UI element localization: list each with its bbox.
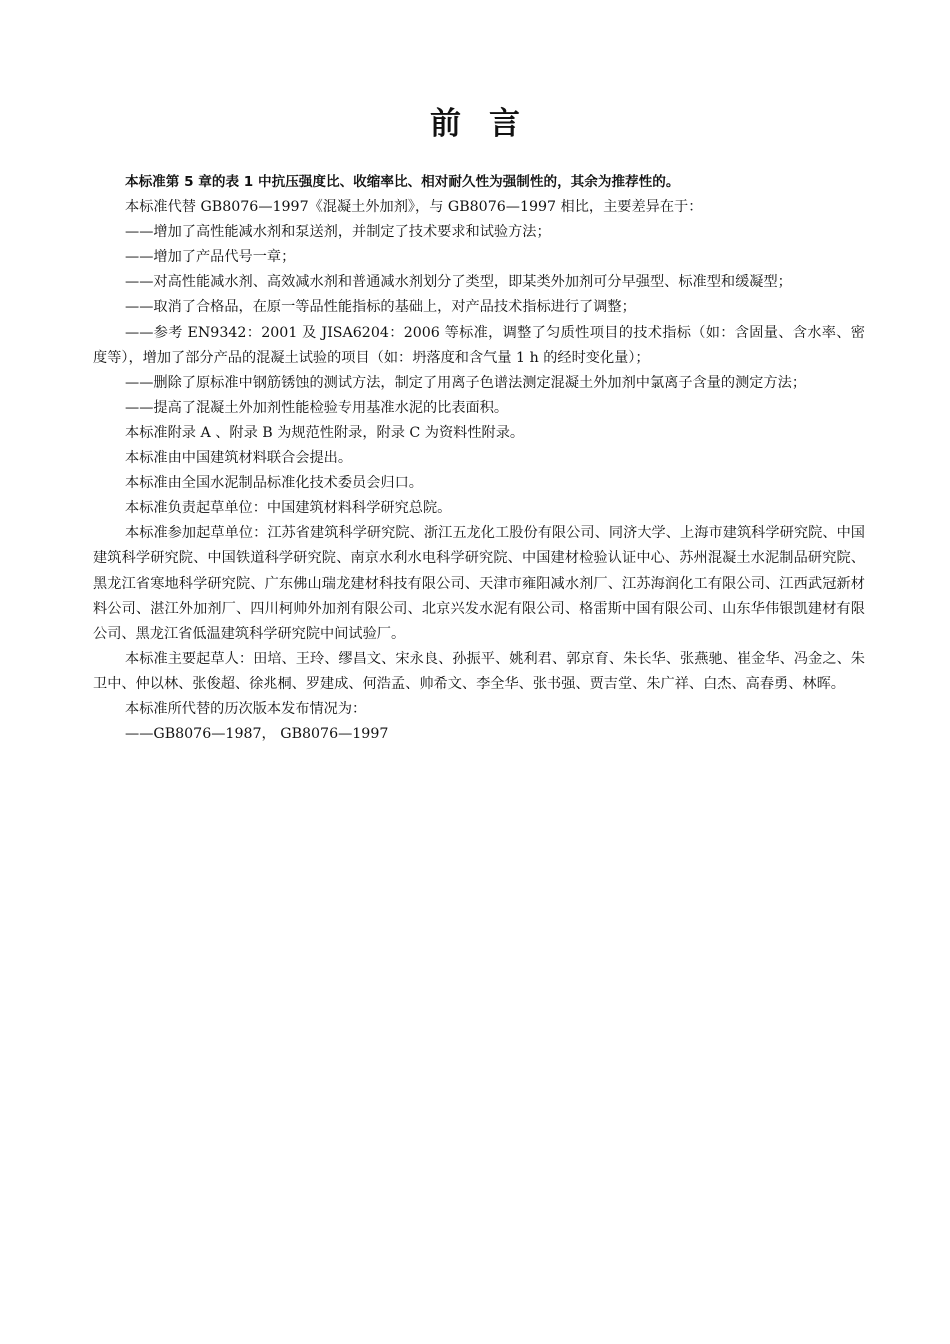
- change-item: ——提高了混凝土外加剂性能检验专用基准水泥的比表面积。: [125, 399, 509, 416]
- appendix-statement: 本标准附录 A 、附录 B 为规范性附录，附录 C 为资料性附录。: [125, 424, 525, 441]
- change-item: ——对高性能减水剂、高效减水剂和普通减水剂划分了类型，即某类外加剂可分早强型、标准型和缓凝型；: [125, 274, 792, 291]
- replacement-statement: 本标准代替 GB8076—1997《混凝土外加剂》，与 GB8076—1997 相比，主要差异在于：: [125, 199, 703, 216]
- history-item: ——GB8076—1987， GB8076—1997: [125, 726, 389, 743]
- change-item: ——增加了产品代号一章；: [125, 249, 296, 266]
- change-item: ——删除了原标准中钢筋锈蚀的测试方法，制定了用离子色谱法测定混凝土外加剂中氯离子含量的测定方法；: [125, 374, 807, 391]
- lead-drafter-statement: 本标准负责起草单位：中国建筑材料科学研究总院。: [125, 500, 452, 517]
- drafters-statement: 本标准主要起草人：田培、王玲、缪昌文、宋永良、孙振平、姚利君、郭京育、朱长华、张燕驰、崔金华、冯金之、朱卫中、仲以林、张俊超、徐兆桐、罗建成、何浩孟、帅希文、李全华、张书强、贾吉堂、朱广祥、白杰、高春勇、林晖。: [93, 650, 865, 692]
- mandatory-clause-statement: 本标准第 5 章的表 1 中抗压强度比、收缩率比、相对耐久性为强制性的，其余为推荐性的。: [125, 174, 680, 190]
- page-title: 前言: [430, 106, 548, 142]
- change-item: ——参考 EN9342：2001 及 JISA6204：2006 等标准，调整了匀质性项目的技术指标（如：含固量、含水率、密度等），增加了部分产品的混凝土试验的项目（如：坍落度和含气量 1 h 的经时变化量）；: [93, 324, 865, 366]
- participating-units-statement: 本标准参加起草单位：江苏省建筑科学研究院、浙江五龙化工股份有限公司、同济大学、上海市建筑科学研究院、中国建筑科学研究院、中国铁道科学研究院、南京水利水电科学研究院、中国建材检验认证中心、苏州混凝土水泥制品研究院、黑龙江省寒地科学研究院、广东佛山瑞龙建材科技有限公司、天津市雍阳减水剂厂、江苏海润化工有限公司、江西武冠新材料公司、湛江外加剂厂、四川柯帅外加剂有限公司、北京兴发水泥有限公司、格雷斯中国有限公司、山东华伟银凯建材有限公司、黑龙江省低温建筑科学研究院中间试验厂。: [93, 525, 865, 642]
- change-item: ——取消了合格品，在原一等品性能指标的基础上，对产品技术指标进行了调整；: [125, 299, 636, 316]
- preface-body: [93, 170, 865, 747]
- history-intro: 本标准所代替的历次版本发布情况为：: [125, 700, 367, 717]
- proposer-statement: 本标准由中国建筑材料联合会提出。: [125, 450, 353, 467]
- change-item: ——增加了高性能减水剂和泵送剂，并制定了技术要求和试验方法；: [125, 224, 551, 241]
- committee-statement: 本标准由全国水泥制品标准化技术委员会归口。: [125, 475, 423, 492]
